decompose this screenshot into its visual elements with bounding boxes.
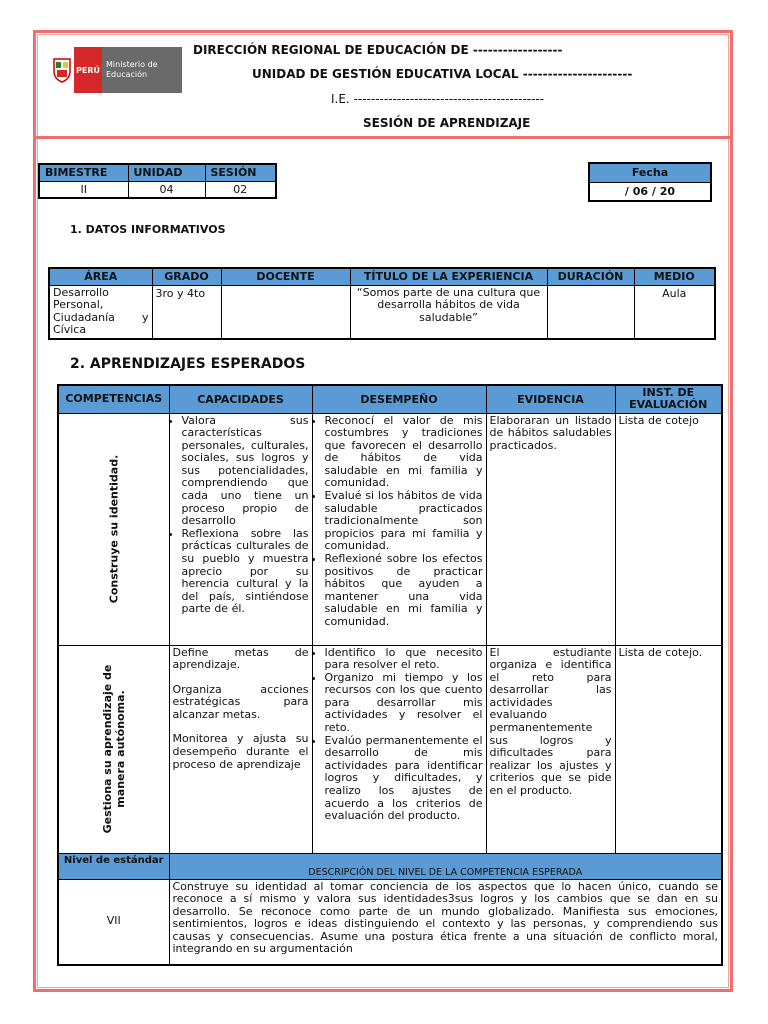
list-item: • Valora sus características personales, culturales, sociales, sus logros y sus potencialidades, comprendiendo que cada uno tiene un proceso propio de desarrollo <box>182 415 309 528</box>
competencia-construye: Construye su identidad. <box>107 454 121 604</box>
session-header-sesion: SESIÓN <box>205 164 276 181</box>
header-line-ugel: UNIDAD DE GESTIÓN EDUCATIVA LOCAL ---------------------- <box>252 67 633 81</box>
learning-header-competencias: COMPETENCIAS <box>58 385 169 413</box>
competencia-gestiona-line2: manera autónoma. <box>113 690 127 808</box>
info-area: Desarrollo Personal, Ciudadanía y Cívica <box>49 285 152 339</box>
shield-icon <box>50 47 74 93</box>
header-line-dre: DIRECCIÓN REGIONAL DE EDUCACIÓN DE ------------------ <box>193 43 563 57</box>
info-medio: Aula <box>634 285 715 339</box>
capacidades-cell-2 <box>169 645 312 853</box>
learning-header-instrumento: INST. DE EVALUACIÓN <box>615 385 722 413</box>
date-value: / 06 / 20 <box>589 182 711 201</box>
learning-header-evidencia: EVIDENCIA <box>486 385 615 413</box>
desempeno-cell-1 <box>312 413 486 645</box>
descripcion-nivel-header: DESCRIPCIÓN DEL NIVEL DE LA COMPETENCIA ESPERADA <box>169 853 722 879</box>
session-value-bimestre: II <box>39 181 128 198</box>
nivel-estandar-label: Nivel de estándar <box>58 853 169 879</box>
learning-table <box>57 384 723 966</box>
date-header: Fecha <box>589 163 711 182</box>
session-table <box>38 163 277 199</box>
header-line-ie: I.E. -------------------------------------------- <box>331 92 545 106</box>
date-table <box>588 162 712 202</box>
list-item: • Reconocí el valor de mis costumbres y tradiciones que favorecen el desarrollo de hábitos de vida saludable en mi familia y comunidad. <box>325 415 483 491</box>
nivel-value: VII <box>58 879 169 965</box>
competencia-cell-2 <box>58 645 169 853</box>
list-item: • Organizo mi tiempo y los recursos con los que cuento para desarrollar mis actividades y resolver el reto. <box>325 672 483 735</box>
capacidad-item: Monitorea y ajusta su desempeño durante el proceso de aprendizaje <box>172 732 309 771</box>
desempeno-cell-2 <box>312 645 486 853</box>
instrumento-cell-1: Lista de cotejo <box>615 413 722 645</box>
competencia-gestiona-line1: Gestiona su aprendizaje de <box>100 664 114 834</box>
competencia-cell-1 <box>58 413 169 645</box>
list-item: • Evalúo permanentemente el desarrollo de mis actividades para identificar logros y dificultades, y realizo los ajustes de acuerdo a los criterios de evaluación del producto. <box>325 735 483 823</box>
info-docente <box>221 285 350 339</box>
logo-ministry: Ministerio de Educación <box>102 47 182 93</box>
competencia-gestiona <box>101 665 127 834</box>
nivel-description <box>169 879 722 965</box>
evidencia-cell-1: Elaboraran un listado de hábitos saludables practicados. <box>486 413 615 645</box>
ministry-logo <box>50 47 182 93</box>
section-aprendizajes: 2. APRENDIZAJES ESPERADOS <box>70 356 306 372</box>
learning-header-desempeno: DESEMPEÑO <box>312 385 486 413</box>
evidencia-cell-2: El estudiante organiza e identifica el reto para desarrollar las actividades evaluando permanentemente sus logros y dificultades para realizar los ajustes y criterios que se pide en el producto. <box>486 645 615 853</box>
session-header-unidad: UNIDAD <box>128 164 205 181</box>
info-duracion <box>547 285 634 339</box>
capacidades-cell-1 <box>169 413 312 645</box>
header-separator <box>36 136 730 139</box>
info-header-grado: GRADO <box>152 268 221 285</box>
capacidad-item: Organiza acciones estratégicas para alcanzar metas. <box>172 682 309 721</box>
session-value-sesion: 02 <box>205 181 276 198</box>
instrumento-cell-2: Lista de cotejo. <box>615 645 722 853</box>
session-value-unidad: 04 <box>128 181 205 198</box>
list-item: • Identifico lo que necesito para resolver el reto. <box>325 647 483 672</box>
info-grado: 3ro y 4to <box>152 285 221 339</box>
list-item: • Reflexioné sobre los efectos positivos de practicar hábitos que ayuden a mantener una vida saludable en mi familia y comunidad. <box>325 553 483 629</box>
info-header-medio: MEDIO <box>634 268 715 285</box>
nivel-description-text: Construye su identidad al tomar conciencia de los aspectos que lo hacen único, cuando se reconoce a sí mismo y valora sus identidades3sus logros y los cambios que se dan en su desarrollo. Se reconoce como parte de un mundo globalizado. Manifiesta sus emociones, sentimientos, logros e ideas distinguiendo el contexto y las personas, y comprendiendo sus causas y consecuencias. Asume una postura ética frente a una situación de conflicto moral, integrando en su argumentación <box>172 880 718 956</box>
learning-header-capacidades: CAPACIDADES <box>169 385 312 413</box>
info-table <box>48 267 716 340</box>
logo-country: PERÚ <box>74 47 102 93</box>
list-item: • Reflexiona sobre las prácticas culturales de su pueblo y muestra aprecio por su herencia cultural y la del país, sintiéndose parte de él. <box>182 528 309 616</box>
section-datos-informativos: 1. DATOS INFORMATIVOS <box>70 223 226 236</box>
capacidad-item: Define metas de aprendizaje. <box>172 645 309 672</box>
info-header-area: ÁREA <box>49 268 152 285</box>
header-line-sesion: SESIÓN DE APRENDIZAJE <box>363 116 531 130</box>
info-header-titulo: TÍTULO DE LA EXPERIENCIA <box>350 268 547 285</box>
info-header-docente: DOCENTE <box>221 268 350 285</box>
info-header-duracion: DURACIÓN <box>547 268 634 285</box>
info-titulo: “Somos parte de una cultura que desarrolla hábitos de vida saludable” <box>350 285 547 339</box>
session-header-bimestre: BIMESTRE <box>39 164 128 181</box>
list-item: • Evalué si los hábitos de vida saludable practicados tradicionalmente son propicios para mi familia y comunidad. <box>325 490 483 553</box>
